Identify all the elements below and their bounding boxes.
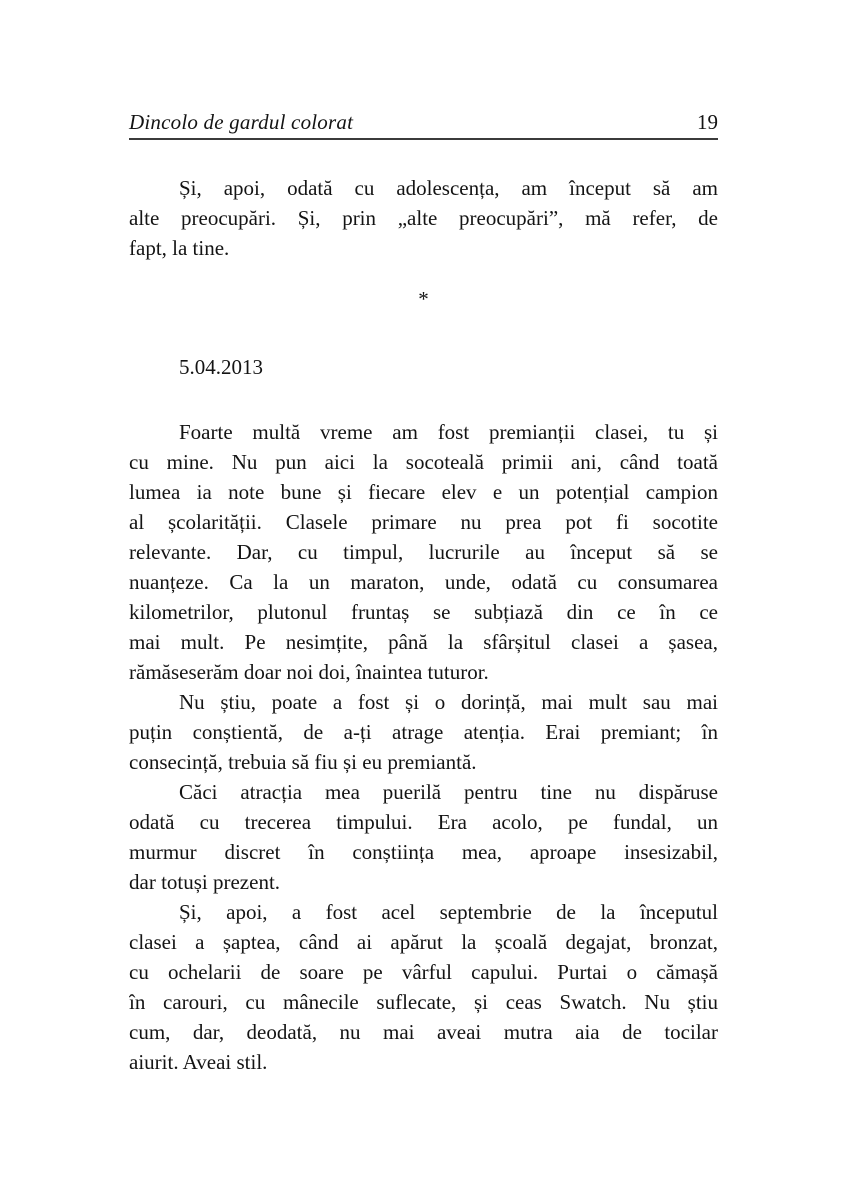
text-line: consecință, trebuia să fiu și eu premiantă. — [129, 750, 477, 774]
text-line: Căci atracția mea puerilă pentru tine nu dispăruse — [179, 780, 718, 804]
text-line: Și, apoi, odată cu adolescența, am început să am — [179, 176, 718, 200]
text-line: kilometrilor, plutonul fruntaș se subțiază din ce în ce — [129, 600, 718, 624]
running-header — [129, 110, 718, 140]
text-line: puțin conștientă, de a-ți atrage atenția. Erai premiant; în — [129, 720, 718, 744]
text-line: dar totuși prezent. — [129, 870, 281, 894]
text-line: murmur discret în conștiința mea, aproape insesizabil, — [129, 840, 718, 864]
text-line: alte preocupări. Și, prin „alte preocupări”, mă refer, de — [129, 206, 718, 230]
paragraph — [129, 173, 718, 263]
text-line: mai mult. Pe nesimțite, până la sfârșitul clasei a șasea, — [129, 630, 718, 654]
paragraph — [129, 897, 718, 1077]
text-line: nuanțeze. Ca la un maraton, unde, odată cu consumarea — [129, 570, 718, 594]
section-separator-asterisk: * — [418, 287, 429, 311]
text-line: clasei a șaptea, când ai apărut la școală degajat, bronzat, — [129, 930, 718, 954]
text-line: cum, dar, deodată, nu mai aveai mutra aia de tocilar — [129, 1020, 718, 1044]
text-line: lumea ia note bune și fiecare elev e un potențial campion — [129, 480, 718, 504]
text-line: fapt, la tine. — [129, 236, 230, 260]
text-line: în carouri, cu mânecile suflecate, și ceas Swatch. Nu știu — [129, 990, 718, 1014]
running-header-title: Dincolo de gardul colorat — [129, 110, 354, 134]
text-line: relevante. Dar, cu timpul, lucrurile au început să se — [129, 540, 718, 564]
page-content-area — [129, 110, 718, 1077]
page-number: 19 — [697, 110, 718, 134]
paragraph — [129, 687, 718, 777]
entry-date: 5.04.2013 — [179, 355, 263, 379]
text-line: odată cu trecerea timpului. Era acolo, pe fundal, un — [129, 810, 718, 834]
text-line: al școlarității. Clasele primare nu prea pot fi socotite — [129, 510, 718, 534]
text-line: cu ochelarii de soare pe vârful capului. Purtai o cămașă — [129, 960, 718, 984]
page-body — [129, 173, 718, 1077]
text-line: cu mine. Nu pun aici la socoteală primii ani, când toată — [129, 450, 718, 474]
text-line: Foarte multă vreme am fost premianții clasei, tu și — [179, 420, 718, 444]
paragraph — [129, 417, 718, 687]
text-line: aiurit. Aveai stil. — [129, 1050, 268, 1074]
text-line: Nu știu, poate a fost și o dorință, mai mult sau mai — [179, 690, 718, 714]
paragraph — [129, 777, 718, 897]
text-line: Și, apoi, a fost acel septembrie de la începutul — [179, 900, 718, 924]
text-line: rămăseserăm doar noi doi, înaintea tuturor. — [129, 660, 489, 684]
